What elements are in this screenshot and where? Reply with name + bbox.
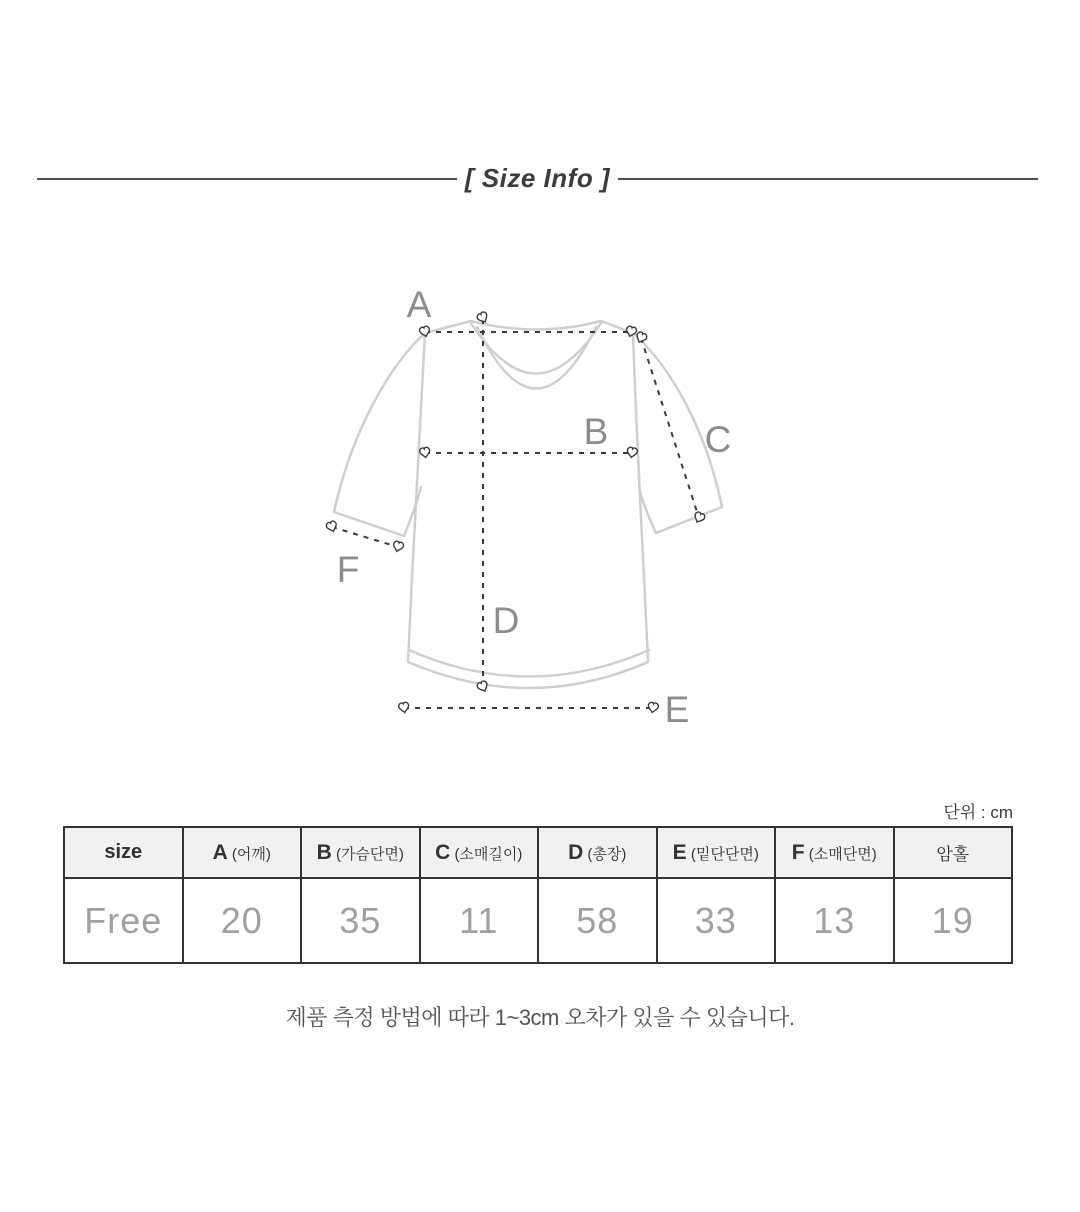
cell-f-value: 13 bbox=[775, 878, 894, 963]
heart-icon bbox=[398, 702, 410, 713]
size-table bbox=[63, 826, 1013, 964]
tshirt-body bbox=[408, 321, 648, 688]
cell-armhole-value: 19 bbox=[894, 878, 1013, 963]
header-cell-d: D (총장) bbox=[538, 827, 657, 878]
header-cell-c: C (소매길이) bbox=[420, 827, 539, 878]
header-cell-armhole: 암홀 bbox=[894, 827, 1013, 878]
size-table-header-row bbox=[64, 827, 1012, 878]
header-cell-b: B (가슴단면) bbox=[301, 827, 420, 878]
measurement-tolerance-note: 제품 측정 방법에 따라 1~3cm 오차가 있을 수 있습니다. bbox=[285, 1005, 795, 1030]
cell-size-value: Free bbox=[64, 878, 183, 963]
cell-a-value: 20 bbox=[183, 878, 302, 963]
header-cell-size: size bbox=[64, 827, 183, 878]
label-b: B bbox=[583, 411, 609, 452]
heart-icon bbox=[419, 447, 431, 458]
tshirt-outline bbox=[334, 321, 722, 688]
label-e: E bbox=[664, 689, 690, 730]
cell-b-value: 35 bbox=[301, 878, 420, 963]
cell-d-value: 58 bbox=[538, 878, 657, 963]
heart-icon bbox=[392, 540, 404, 552]
label-c: C bbox=[704, 419, 732, 460]
tshirt-collar-inner bbox=[477, 327, 596, 389]
tshirt-left-sleeve bbox=[334, 333, 425, 536]
heart-icon bbox=[325, 520, 338, 533]
header-cell-a: A (어깨) bbox=[183, 827, 302, 878]
header-cell-f: F (소매단면) bbox=[775, 827, 894, 878]
label-a: A bbox=[406, 284, 432, 325]
heart-icon bbox=[476, 680, 489, 693]
label-d: D bbox=[492, 600, 520, 641]
label-f: F bbox=[336, 549, 360, 590]
measurement-labels bbox=[337, 284, 732, 730]
heart-icon bbox=[626, 447, 638, 458]
header-cell-e: E (밑단단면) bbox=[657, 827, 776, 878]
measure-line-c-sleeve-length bbox=[641, 338, 699, 518]
cell-e-value: 33 bbox=[657, 878, 776, 963]
page-title: [ Size Info ] bbox=[464, 163, 611, 193]
tshirt-hem-stitch bbox=[409, 650, 649, 677]
cell-c-value: 11 bbox=[420, 878, 539, 963]
heart-icon bbox=[647, 702, 659, 713]
size-table-data-row bbox=[64, 878, 1012, 963]
unit-label: 단위 : cm bbox=[943, 803, 1013, 822]
